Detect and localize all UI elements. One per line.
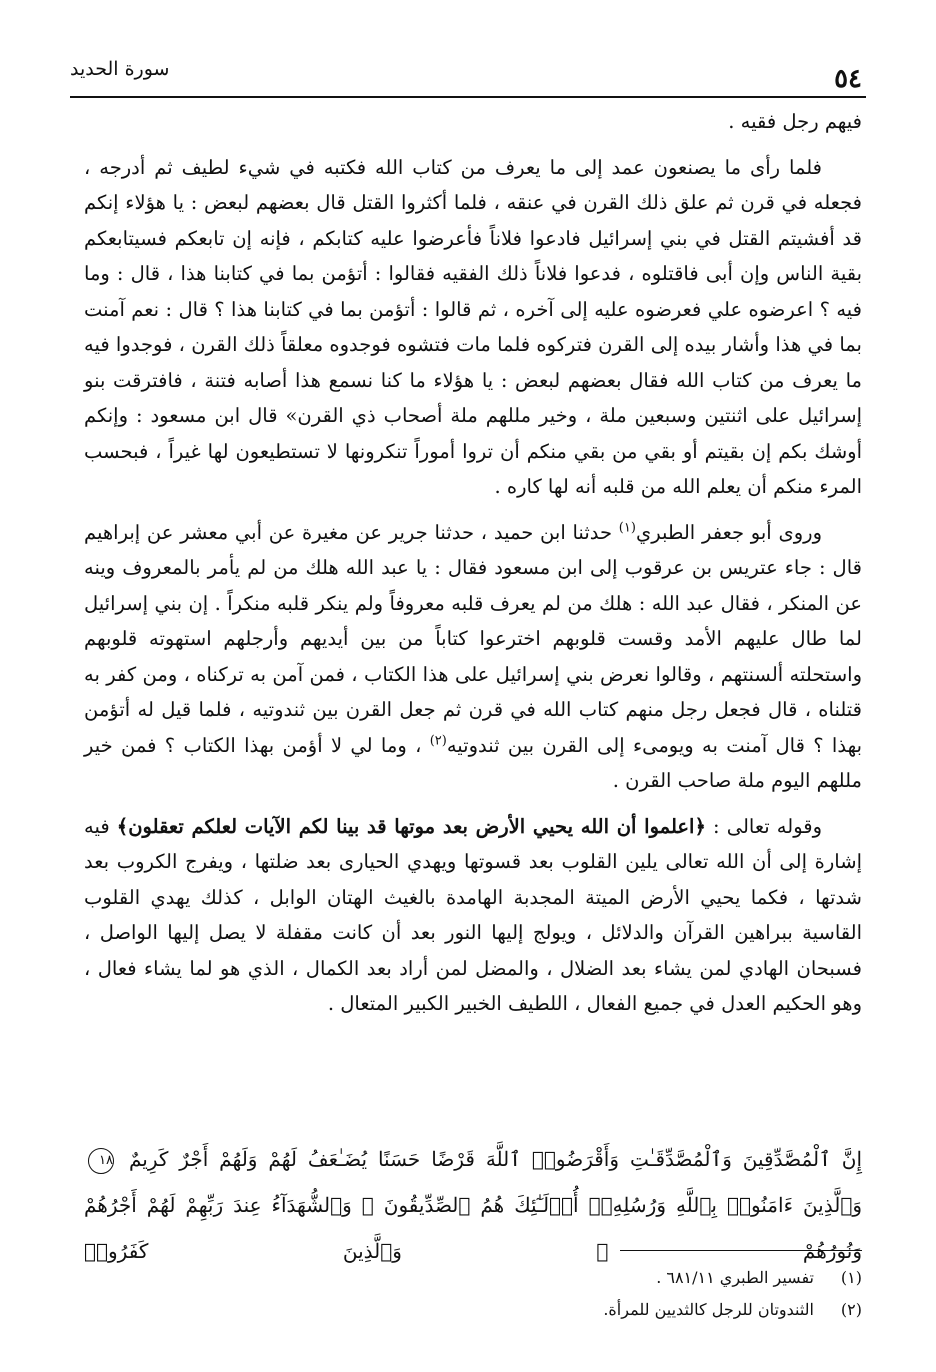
surah-name: سورة الحديد [70, 58, 170, 80]
paragraph-2: فلما رأى ما يصنعون عمد إلى ما يعرف من كتاب الله فكتبه في شيء لطيف ثم أدرجه ، فجعله في قرن ثم علق ذلك القرن في عنقه ، فلما أكثروا القتل قال بعضهم لبعض : يا هؤلاء إنكم قد أفشيتم القتل في بني إسرائيل فادعوا فلاناً فأعرضوا عليه كتابكم ، فإنه إن تابعكم فسيتابعكم بقية الناس وإن أبى فاقتلوه ، فدعوا فلاناً ذلك الفقيه فقالوا : أتؤمن بما في كتابنا هذا ، قال : وما فيه ؟ اعرضوه علي فعرضوه عليه إلى آخره ، ثم قالوا : أتؤمن بما في كتابنا هذا ؟ قال : نعم آمنت بما في هذا وأشار بيده إلى القرن فتركوه فلما مات فتشوه فوجدوه معلقاً ذلك القرن ، فوجدوا فيه ما يعرف من كتاب الله فقال بعضهم لبعض : يا هؤلاء ما كنا نسمع هذا أصابه فتنة ، فافترقت بنو إسرائيل على اثنتين وسبعين ملة ، وخير مللهم ملة أصحاب ذي القرن» قال ابن مسعود : وإنكم أوشك بكم إن بقيتم أو بقي من بقي منكم أن تروا أموراً تنكرونها لا تستطيعون لها غيراً ، فبحسب المرء منكم أن يعلم الله من قلبه أنه لها كاره . [84, 155, 862, 498]
footnote-text: تفسير الطبري ٦٨١/١١ . [656, 1268, 814, 1287]
body-text [84, 104, 862, 1032]
footnote-ref-2[interactable]: (٢) [429, 733, 447, 748]
paragraph-4-part-b: فيه إشارة إلى أن الله تعالى يلين القلوب بعد قسوتها ويهدي الحيارى بعد ضلتها ، ويفرج الكروب بعد شدتها ، فكما يحيي الأرض الميتة المجدبة الهامدة بالغيث الهتان الوابل ، كذلك يهدي القلوب القاسية ببراهين القرآن والدلائل ، ويولج إليها النور بعد أن كانت مقفلة لا يصل إليها الواصل ، فسبحان الهادي لمن يشاء بعد الضلال ، والمضل لمن أراد بعد الكمال ، الذي هو لما يشاء فعال ، وهو الحكيم العدل في جميع الفعال ، اللطيف الخبير الكبير المتعال . [84, 814, 862, 1015]
paragraph-3-part-b: حدثنا ابن حميد ، حدثنا جرير عن مغيرة عن أبي معشر عن إبراهيم قال : جاء عتريس بن عرقوب إلى ابن مسعود فقال : يا عبد الله هلك من لم يأمر بالمعروف وينه عن المنكر ، فقال عبد الله : هلك من لم يعرف قلبه معروفاً ولم ينكر قلبه منكراً . إن بني إسرائيل لما طال عليهم الأمد وقست قلوبهم اخترعوا كتاباً من بين أيديهم وأرجلهم استهوته قلوبهم واستحلته ألسنتهم ، وقالوا نعرض بني إسرائيل على هذا الكتاب ، فمن آمن به تركناه ، ومن كفر به قتلناه ، قال فجعل رجل منهم كتاب الله في قرن ثم جعل القرن بين ثندوتيه ، فلما قيل له أتؤمن بهذا ؟ قال آمنت به ويومىء إلى القرن بين ثندوتيه [84, 520, 862, 757]
paragraph-1: فيهم رجل فقيه . [728, 110, 862, 133]
paragraph-3-part-a: وروى أبو جعفر الطبري [635, 520, 822, 544]
footnote-number: (١) [840, 1268, 862, 1287]
quran-quote: ﴿اعلموا أن الله يحيي الأرض بعد موتها قد بينا لكم الآيات لعلكم تعقلون﴾ [116, 814, 706, 838]
page-number: ٥٤ [834, 64, 862, 94]
footnote-number: (٢) [840, 1300, 862, 1319]
footnote-1 [300, 1262, 862, 1294]
paragraph-3-part-c: ، وما لي لا أؤمن بهذا الكتاب ؟ فمن خير مللهم اليوم ملة صاحب القرن . [84, 733, 862, 792]
footnote-2 [300, 1294, 862, 1326]
ayah-text-b: وَٱلَّذِينَ ءَامَنُوا۟ بِٱللَّهِ وَرُسُلِهِۦٓ أُو۟لَـٰٓئِكَ هُمُ ٱلصِّدِّيقُونَ ۖ وَٱلشُّهَدَآءُ عِندَ رَبِّهِمْ لَهُمْ أَجْرُهُمْ وَنُورُهُمْ ۖ وَٱلَّذِينَ كَفَرُوا۟ [84, 1193, 862, 1263]
footnote-text: الثندوتان للرجل كالثديين للمرأة. [603, 1300, 814, 1319]
quran-verse-block [84, 1136, 862, 1274]
paragraph-4 [84, 809, 862, 1022]
ayah-number-marker: ١٨ [88, 1148, 114, 1174]
running-header [70, 50, 866, 98]
paragraph-4-part-a: وقوله تعالى : [705, 814, 823, 838]
paragraph-3 [84, 515, 862, 799]
ayah-text-a: إِنَّ ٱلْمُصَّدِّقِينَ وَٱلْمُصَّدِّقَـٰتِ وَأَقْرَضُوا۟ ٱللَّهَ قَرْضًا حَسَنًا يُضَـٰعَفُ لَهُمْ وَلَهُمْ أَجْرٌ كَرِيمٌ [128, 1147, 863, 1171]
footnote-ref-1[interactable]: (١) [618, 520, 636, 535]
footnotes [300, 1262, 862, 1326]
footnote-divider [620, 1250, 862, 1251]
